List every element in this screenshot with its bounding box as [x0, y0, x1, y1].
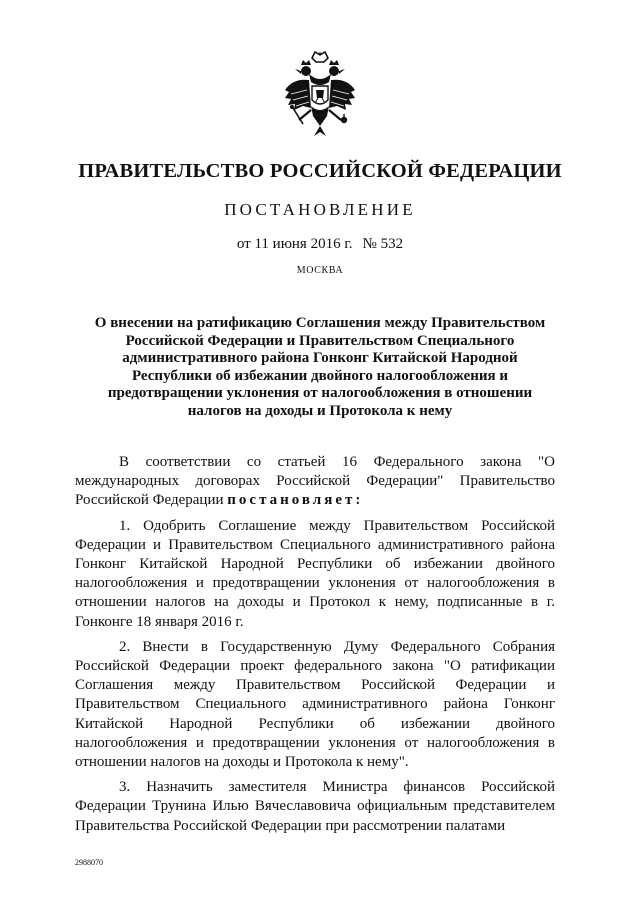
- resolution-item: 1. Одобрить Соглашение между Правительством Российской Федерации и Правительством Специального административного района Гонконг Китайской Народной Республики об избежании двойного налогообложения и предотвращении уклонения от налогообложения в отношении налогов на доходы и Протокол к нему, подписанные в г. Гонконге 18 января 2016 г.: [75, 517, 555, 630]
- resolution-item: 3. Назначить заместителя Министра финансов Российской Федерации Трунина Илью Вячеславовича официальным представителем Правительства Российской Федерации при рассмотрении палатами: [75, 779, 555, 834]
- document-date-line: [0, 236, 640, 253]
- organization-title: ПРАВИТЕЛЬСТВО РОССИЙСКОЙ ФЕДЕРАЦИИ: [78, 160, 562, 182]
- coat-of-arms-icon: [279, 50, 361, 140]
- document-code: 2988070: [75, 858, 103, 867]
- resolves-keyword: постановляет:: [227, 492, 364, 509]
- document-date: от 11 июня 2016 г.: [236, 236, 353, 252]
- document-type: ПОСТАНОВЛЕНИЕ: [224, 200, 416, 219]
- document-city: МОСКВА: [296, 265, 344, 276]
- preamble-paragraph: [75, 453, 555, 511]
- preamble-text: В соответствии со статьей 16 Федерального закона "О международных договорах Российской Федерации" Правительство Российской Федерации: [75, 454, 555, 509]
- document-heading: О внесении на ратификацию Соглашения между Правительством Российской Федерации и Правительством Специального административного района Гонконг Китайской Народной Республики об избежании двойного налогообложения и предотвращении уклонения от налогообложения в отношении налогов на доходы и Протокола к нему: [94, 315, 546, 419]
- resolution-item: 2. Внести в Государственную Думу Федерального Собрания Российской Федерации проект федерального закона "О ратификации Соглашения между Правительством Российской Федерации и Правительством Специального административного района Гонконг Китайской Народной Республики об избежании двойного налогообложения и предотвращении уклонения от налогообложения в отношении налогов на доходы и Протокола к нему".: [75, 638, 555, 771]
- document-number: № 532: [362, 236, 404, 252]
- document-body: [75, 453, 555, 842]
